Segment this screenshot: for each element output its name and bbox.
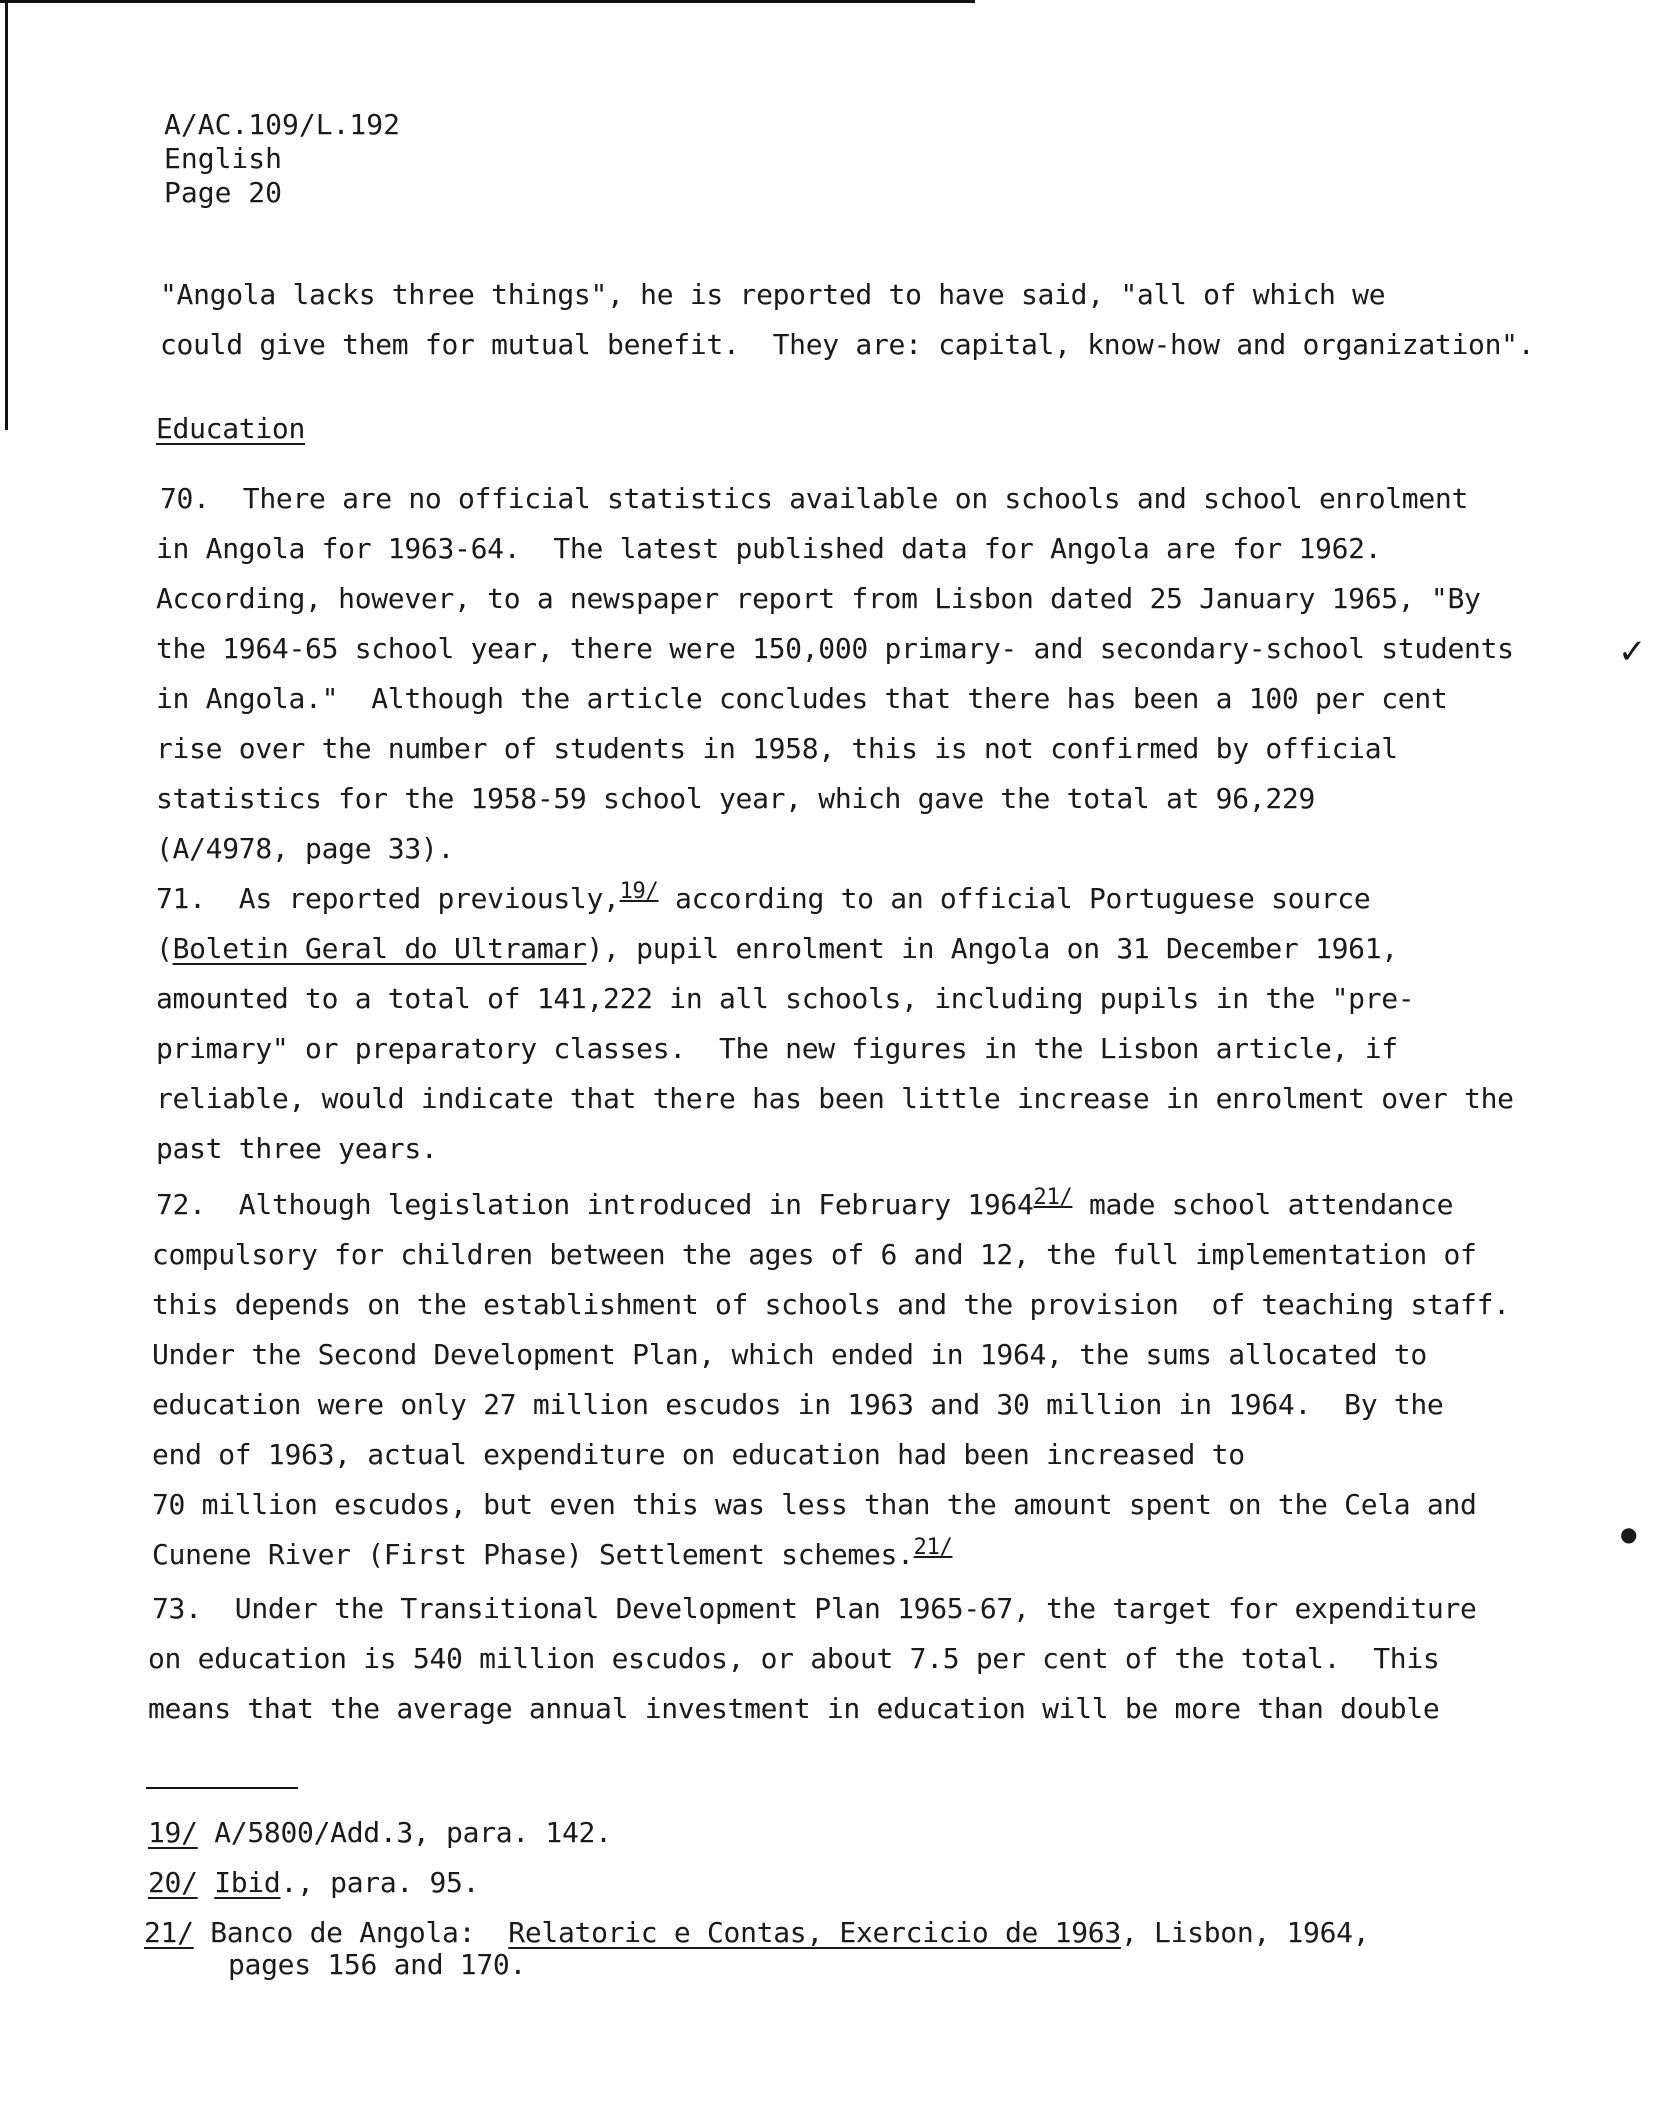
document-language: English xyxy=(164,142,283,175)
paren-open: ( xyxy=(156,932,173,965)
para71-line-5: reliable, would indicate that there has been little increase in enrolment over the xyxy=(156,1082,1514,1115)
footnote-ref-21[interactable]: 21/ xyxy=(913,1535,953,1560)
para71-line-4: primary" or preparatory classes. The new figures in the Lisbon article, if xyxy=(156,1032,1398,1065)
para70-line-5: in Angola." Although the article concludes that there has been a 100 per cent xyxy=(156,682,1448,715)
para70-line-1: 70. There are no official statistics available on schools and school enrolment xyxy=(160,482,1469,515)
intro-line-2: could give them for mutual benefit. They are: capital, know-how and organization". xyxy=(160,328,1535,361)
footnote-separator xyxy=(146,1787,298,1789)
para70-line-3: According, however, to a newspaper report from Lisbon dated 25 January 1965, "By xyxy=(156,582,1481,615)
footnote-19 xyxy=(148,1816,612,1850)
footnote-21 xyxy=(144,1916,1369,1950)
footnote-20 xyxy=(148,1866,479,1900)
page-number: Page 20 xyxy=(164,176,283,209)
para71-line-1 xyxy=(156,879,1371,916)
para71-line-3: amounted to a total of 141,222 in all schools, including pupils in the "pre- xyxy=(156,982,1415,1015)
footnote-number-19: 19/ xyxy=(148,1816,198,1849)
publication-title-boletin: Boletin Geral do Ultramar xyxy=(172,932,587,965)
footnote-21-cont: , Lisbon, 1964, xyxy=(1120,1916,1370,1949)
para73-line-2: on education is 540 million escudos, or about 7.5 per cent of the total. This xyxy=(148,1642,1440,1675)
scan-top-edge-rule xyxy=(0,0,975,3)
section-heading-education: Education xyxy=(156,412,306,445)
footnote-ref-19[interactable]: 19/ xyxy=(619,879,659,904)
footnote-20-text: ., para. 95. xyxy=(280,1866,480,1899)
margin-check-mark-icon: ✓ xyxy=(1618,632,1647,672)
footnote-number-20: 20/ xyxy=(148,1866,198,1899)
para72-line-8-text: Cunene River (First Phase) Settlement schemes. xyxy=(152,1538,914,1571)
para72-line-1 xyxy=(156,1185,1454,1222)
para72-line-4: Under the Second Development Plan, which ended in 1964, the sums allocated to xyxy=(152,1338,1427,1371)
footnote-21-line-2: pages 156 and 170. xyxy=(228,1948,527,1981)
para71-line-2-rest: ), pupil enrolment in Angola on 31 December 1961, xyxy=(586,932,1398,965)
footnote-21-title: Relatoric e Contas, Exercicio de 1963 xyxy=(508,1916,1121,1949)
scan-left-edge-rule xyxy=(5,0,8,430)
document-symbol: A/AC.109/L.192 xyxy=(164,108,401,141)
para72-line-6: end of 1963, actual expenditure on education had been increased to xyxy=(152,1438,1245,1471)
para73-line-1: 73. Under the Transitional Development Plan 1965-67, the target for expenditure xyxy=(152,1592,1477,1625)
para71-line-1-cont: according to an official Portuguese source xyxy=(658,882,1371,915)
para70-line-6: rise over the number of students in 1958, this is not confirmed by official xyxy=(156,732,1398,765)
para73-line-3: means that the average annual investment in education will be more than double xyxy=(148,1692,1440,1725)
para72-line-1-cont: made school attendance xyxy=(1072,1188,1454,1221)
footnote-number-21: 21/ xyxy=(144,1916,194,1949)
para70-line-4: the 1964-65 school year, there were 150,000 primary- and secondary-school students xyxy=(156,632,1514,665)
para70-line-7: statistics for the 1958-59 school year, which gave the total at 96,229 xyxy=(156,782,1316,815)
para72-line-5: education were only 27 million escudos in 1963 and 30 million in 1964. By the xyxy=(152,1388,1444,1421)
para71-line-1-text: 71. As reported previously, xyxy=(156,882,620,915)
para72-line-1-text: 72. Although legislation introduced in February 1964 xyxy=(156,1188,1034,1221)
para71-line-2 xyxy=(156,932,1398,966)
margin-speck-icon: ● xyxy=(1620,1522,1638,1546)
para71-line-6: past three years. xyxy=(156,1132,438,1165)
para72-line-8 xyxy=(152,1535,953,1572)
intro-line-1: "Angola lacks three things", he is reported to have said, "all of which we xyxy=(160,278,1386,311)
footnote-20-ibid: Ibid xyxy=(214,1866,281,1899)
para72-line-3: this depends on the establishment of schools and the provision of teaching staff. xyxy=(152,1288,1510,1321)
para72-line-7: 70 million escudos, but even this was less than the amount spent on the Cela and xyxy=(152,1488,1477,1521)
para72-line-2: compulsory for children between the ages of 6 and 12, the full implementation of xyxy=(152,1238,1477,1271)
para70-line-8: (A/4978, page 33). xyxy=(156,832,455,865)
footnote-21-text: Banco de Angola: xyxy=(193,1916,509,1949)
footnote-19-text: A/5800/Add.3, para. 142. xyxy=(197,1816,612,1849)
footnote-ref-20[interactable]: 21/ xyxy=(1033,1185,1073,1210)
para70-line-2: in Angola for 1963-64. The latest published data for Angola are for 1962. xyxy=(156,532,1382,565)
